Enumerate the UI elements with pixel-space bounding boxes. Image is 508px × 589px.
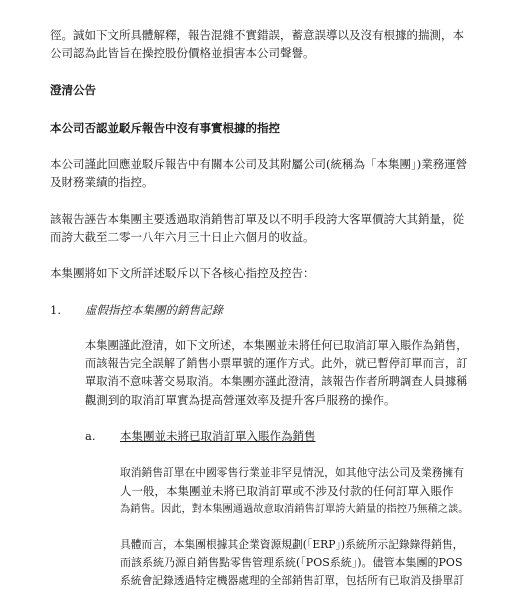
para6-line-2: 而該系統乃源自銷售點零售管理系統(「POS系統」)。儘管本集團的POS bbox=[120, 556, 463, 569]
para4-line-3: 單取消不意味著交易取消。本集團亦謹此澄清，該報告作者所聘調查人員據稱 bbox=[85, 375, 468, 388]
item1-title: 虛假指控本集團的銷售記錄 bbox=[85, 303, 223, 317]
section-heading: 澄清公告 bbox=[50, 83, 96, 97]
intro-line-1: 徑。誠如下文所具體解釋，報告混雜不實錯誤，蓄意誤導以及沒有根據的揣測，本 bbox=[50, 28, 464, 42]
para5-line-1: 取消銷售訂單在中國零售行業並非罕見情況，如其他守法公司及業務擁有 bbox=[120, 466, 465, 479]
para5-line-2: 人一般，本集團並未將已取消訂單或不涉及付款的任何訂單入賬作 bbox=[120, 484, 454, 498]
para2-line-1: 該報告誣告本集團主要透過取消銷售訂單及以不明手段誇大客單價誇大其銷量，從 bbox=[50, 212, 464, 226]
para4-line-4: 觀測到的取消訂單實為提高營運效率及提升客戶服務的操作。 bbox=[85, 393, 396, 407]
item1-number: 1. bbox=[50, 303, 61, 317]
para2-line-2: 而誇大截至二零一八年六月三十日止六個月的收益。 bbox=[50, 230, 315, 244]
subheading: 本公司否認並駁斥報告中沒有事實根據的指控 bbox=[50, 121, 280, 135]
para3: 本集團將如下文所詳述駁斥以下各核心指控及控告： bbox=[50, 266, 315, 280]
para6-line-1: 具體而言，本集團根據其企業資源規劃(「ERP」)系統所示記錄錄得銷售， bbox=[120, 538, 464, 551]
para1-line-2: 及財務業績的指控。 bbox=[50, 175, 154, 189]
para5-line-3: 為銷售。因此，對本集團通過故意取消銷售訂單誇大銷量的指控乃無稽之談。 bbox=[120, 503, 469, 515]
para1-line-1: 本公司謹此回應並駁斥報告中有關本公司及其附屬公司(統稱為「本集團」)業務運營 bbox=[50, 157, 468, 171]
para4-line-2: 而該報告完全誤解了銷售小票單號的運作方式。此外，就已暫停訂單而言，訂 bbox=[85, 357, 468, 370]
intro-line-2: 公司認為此皆旨在操控股份價格並損害本公司聲譽。 bbox=[50, 46, 315, 60]
para4-line-1: 本集團謹此澄清，如下文所述，本集團並未將任何已取消訂單入賬作為銷售， bbox=[85, 339, 468, 352]
subitem-a-letter: a. bbox=[85, 429, 96, 443]
subitem-a-title: 本集團並未將已取消訂單入賬作為銷售 bbox=[120, 429, 316, 443]
para6-line-3: 系統會記錄透過特定機器處理的全部銷售訂單，包括所有已取消及掛單訂 bbox=[120, 574, 465, 587]
